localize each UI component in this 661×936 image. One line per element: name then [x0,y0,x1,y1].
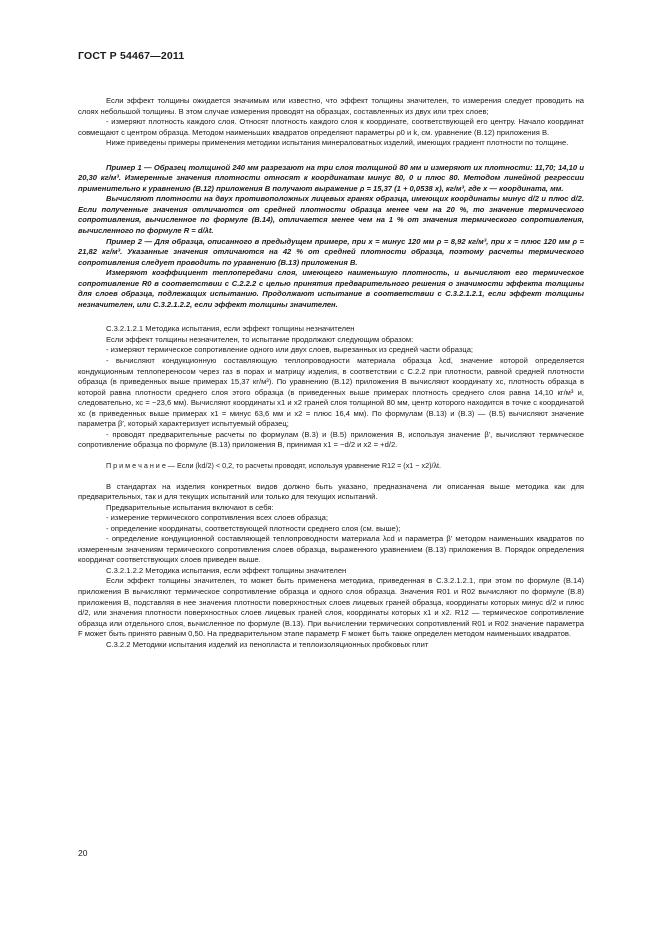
example-paragraph: Измеряют коэффициент теплопередачи слоя, имеющего наименьшую плотность, и вычисляют его термическое сопротивление R0 в соответствии с С.2.2.2 с целью принятия предварительного решения о значимости эффекта толщины для слоев образца, подлежащих испытанию. Продолжают испытание в соответствии с С.3.2.1.2.1, если эффект толщины незначителен, или С.3.2.1.2.2, если эффект толщины значителен. [78,268,584,309]
section-heading: С.3.2.1.2.2 Методика испытания, если эффект толщины значителен [106,565,347,575]
paragraph: - измеряют термическое сопротивление одного или двух слоев, вырезанных из средней части образца; [106,345,474,355]
section-heading: С.3.2.1.2.1 Методика испытания, если эффект толщины незначителен [106,324,355,334]
section-insignificant-thickness [78,324,584,451]
paragraph: Если эффект толщины ожидается значимым или известно, что эффект толщины значителен, то измерения следует проводить на слоях небольшой толщины. В этом случае измерения проводят на образцах, составленных из двух или трех слоев; [78,96,584,116]
paragraph: - измерение термического сопротивления всех слоев образца; [106,513,328,523]
examples-block [78,163,584,311]
section-significant-thickness [78,482,584,651]
paragraph: В стандартах на изделия конкретных видов должно быть указано, предназначена ли описанная выше методика как для предварительных, так и для текущих испытаний или только для текущих испытаний. [78,481,584,502]
page-number: 20 [78,848,88,858]
paragraph: - измеряют плотность каждого слоя. Относят плотность каждого слоя к координате, соответствующей его центру. Начало координат совмещают с центром образца. Методом наименьших квадратов определяют параметры ρ0 и k, см. уравнение (В.12) приложения В. [78,117,584,137]
example-paragraph: Вычисляют плотности на двух противоположных лицевых гранях образца, имеющих координаты минус d/2 и плюс d/2. Если полученные значения отличаются от средней плотности образца менее чем на 20 %, то значение термического сопротивления, вычисленное по формуле (В.14), отличается менее чем на 1 % от значения термического сопротивления, вычисленного по формуле R = d/λt. [78,194,584,236]
note: П р и м е ч а н и е — Если (kd/2) < 0,2, то расчеты проводят, используя уравнение R12 = (x1 − x2)/λt. [106,460,442,470]
paragraph: - вычисляют кондукционную составляющую теплопроводности материала образца λcd, значение которой определяется кондукционным теплопереносом через газ в порах и матрицу изделия, в соответствии с С.2.2 при плотности, равной средней плотности образца (в приведенных выше примерах 15,37 кг/м³). По уравнению (В.12) приложения В вычисляют координату xc, плотность образца в которой равна плотности среднего слоя этого образца (в приведенных выше примерах плотность среднего слоя равна 14,10 кг/м³ и, следовательно, xc = −23,6 мм). Вычисляют координаты x1 и x2 граней слоя толщиной 80 мм, центр которого находится в точке с координатой xc (в приведенных выше примерах x1 = минус 63,6 мм и x2 = плюс 16,4 мм). По формулам (В.13) и (В.3) — (В.5) вычисляют значение параметра β′, который характеризует испытуемый образец; [78,356,584,429]
example-paragraph: Пример 2 — Для образца, описанного в предыдущем примере, при x = минус 120 мм ρ = 8,92 кг/м³, при x = плюс 120 мм ρ = 21,82 кг/м³. Указанные значения отличаются на 42 % от средней плотности образца, поэтому расчеты термического сопротивления следует проводить по уравнению (В.13) приложения В. [78,236,584,267]
example-paragraph: Пример 1 — Образец толщиной 240 мм разрезают на три слоя толщиной 80 мм и измеряют их плотности: 11,70; 14,10 и 20,30 кг/м³. Измеренные значения плотности относят к координатам минус 80, 0 и плюс 80. Методом линейной регрессии применительно к уравнению (В.12) приложения В получают выражение ρ = 15,37 (1 + 0,0538 x), кг/м³, где x — координата, мм. [78,162,584,193]
paragraph: Если эффект толщины незначителен, то испытание продолжают следующим образом: [106,334,414,344]
paragraph: - определение кондукционной составляющей теплопроводности материала λcd и параметра β′ методом наименьших квадратов по измеренным значениям термического сопротивления слоев образца, выраженного уравнением (В.13) приложения В. Порядок определения координат соответствующих слоев приведен выше. [78,534,584,565]
section-heading: С.3.2.2 Методики испытания изделий из пенопласта и теплоизоляционных пробковых плит [106,639,429,649]
paragraph: Ниже приведены примеры применения методики испытания минераловатных изделий, имеющих градиент плотности по толщине. [106,138,569,148]
paragraph: Предварительные испытания включают в себя: [106,502,274,512]
intro-block [78,96,584,149]
paragraph: Если эффект толщины значителен, то может быть применена методика, приведенная в С.3.2.1.2.1, при этом по формуле (В.14) приложения В вычисляют термическое сопротивление образца и одного слоя образца. Значения R01 и R02 вычисляют по формуле (В.8) приложения В, подставляя в нее значения плотности поверхностных слоев лицевых граней образца, координаты которых минус d/2 и плюс d/2, или значения плотности поверхностных слоев лицевых граней слоя, координаты которых x1 и x2. R12 — термическое сопротивление образца или отдельного слоя, вычисленное по формуле (В.13). При вычислении термических сопротивлений R01 и R02 значение параметра F может быть принято равным 0,50. На предварительном этапе параметр F может быть также определен методом наименьших квадратов. [78,576,584,639]
paragraph: - определение координаты, соответствующей плотности среднего слоя (см. выше); [106,523,401,533]
paragraph: - проводят предварительные расчеты по формулам (В.3) и (В.5) приложения В, используя значение β′, вычисляют термическое сопротивление образца по формуле (В.13) приложения В, принимая x1 = −d/2 и x2 = +d/2. [78,429,584,450]
document-header: ГОСТ Р 54467—2011 [78,50,185,62]
page-content [78,96,584,650]
